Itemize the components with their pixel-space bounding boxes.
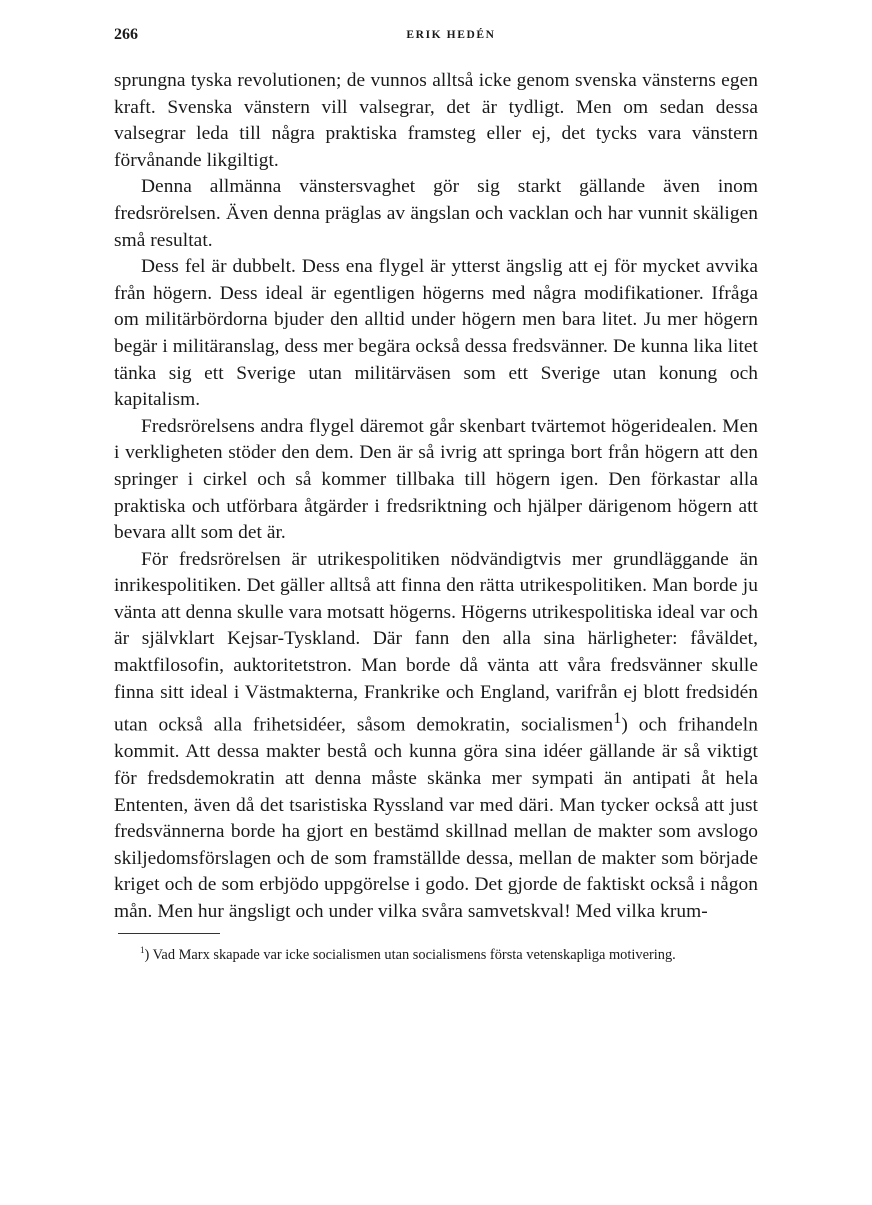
paragraph-1: sprungna tyska revolutionen; de vunnos alltså icke genom svenska vänsterns egen kraft. Svenska vänstern vill valsegrar, det är tydligt. Men om sedan dessa valsegrar leda till några praktiska framsteg eller ej, det tycks vara vänstern förvånande likgiltigt. bbox=[114, 70, 758, 171]
paragraph-2: Denna allmänna vänstersvaghet gör sig starkt gällande även inom fredsrörelsen. Även denna präglas av ängslan och vacklan och har vunnit skäligen små resultat. bbox=[114, 176, 758, 251]
footnote-text: ) Vad Marx skapade var icke socialismen utan socialismens första vetenskapliga motivering. bbox=[144, 947, 676, 964]
footnote-divider bbox=[118, 933, 220, 934]
paragraph-3: Dess fel är dubbelt. Dess ena flygel är ytterst ängslig att ej för mycket avvika från högern. Dess ideal är egentligen högerns med några modifikationer. Ifråga om militärbördorna bjuder den alltid under högern men bara litet. Ju mer högern begär i militäranslag, dess mer begära också dessa fredsvänner. De kunna lika litet tänka sig ett Sverige utan militärväsen som ett Sverige utan konung och kapitalism. bbox=[114, 256, 758, 411]
page-number: 266 bbox=[114, 26, 138, 43]
body-text bbox=[114, 68, 758, 925]
paragraph-5-part-2: ) och frihandeln kommit. Att dessa makter bestå och kunna göra sina idéer gällande är så viktigt för fredsdemokratin att denna måste skänka mer sympati än antipati åt hela Ententen, även då det tsaristiska Ryssland var med däri. Man tycker också att just fredsvännerna borde ha gjort en bestämd skillnad mellan de makter som avslogo skiljedomsförslagen och de som framställde dessa, mellan de makter som började kriget och de som erbjödo uppgörelse i godo. Det gjorde de faktiskt också i någon mån. Men hur ängsligt och under vilka svåra samvetskval! Med vilka krum- bbox=[114, 714, 758, 922]
running-head: ERIK HEDÉN bbox=[406, 29, 496, 41]
paragraph-5 bbox=[114, 547, 758, 926]
paragraph-5-part-1: För fredsrörelsen är utrikespolitiken nödvändigtvis mer grundläggande än inrikespolitiken. Det gäller alltså att finna den rätta utrikespolitiken. Man borde ju vänta att denna skulle vara motsatt högerns. Högerns utrikespolitiska ideal var och är självklart Kejsar-Tyskland. Där fann den alla sina härligheter: fåväldet, maktfilosofin, auktoritetstron. Man borde då vänta att våra fredsvänner skulle finna sitt ideal i Västmakterna, Frankrike och England, varifrån ej blott fredsidén utan också alla frihetsidéer, såsom demokratin, socialismen bbox=[114, 548, 758, 736]
footnote bbox=[114, 940, 758, 965]
book-page bbox=[114, 26, 758, 965]
footnote-marker: 1 bbox=[140, 945, 145, 956]
footnote-reference: 1 bbox=[613, 710, 622, 728]
page-header bbox=[114, 26, 758, 56]
paragraph-4: Fredsrörelsens andra flygel däremot går skenbart tvärtemot högeridealen. Men i verkligheten stöder den dem. Den är så ivrig att springa bort från högern att den springer i cirkel och så kommer tillbaka till högern igen. Den förkastar alla praktiska och utförbara åtgärder i fredsriktning och hjälper därigenom högern att bevara allt som det är. bbox=[114, 415, 758, 544]
